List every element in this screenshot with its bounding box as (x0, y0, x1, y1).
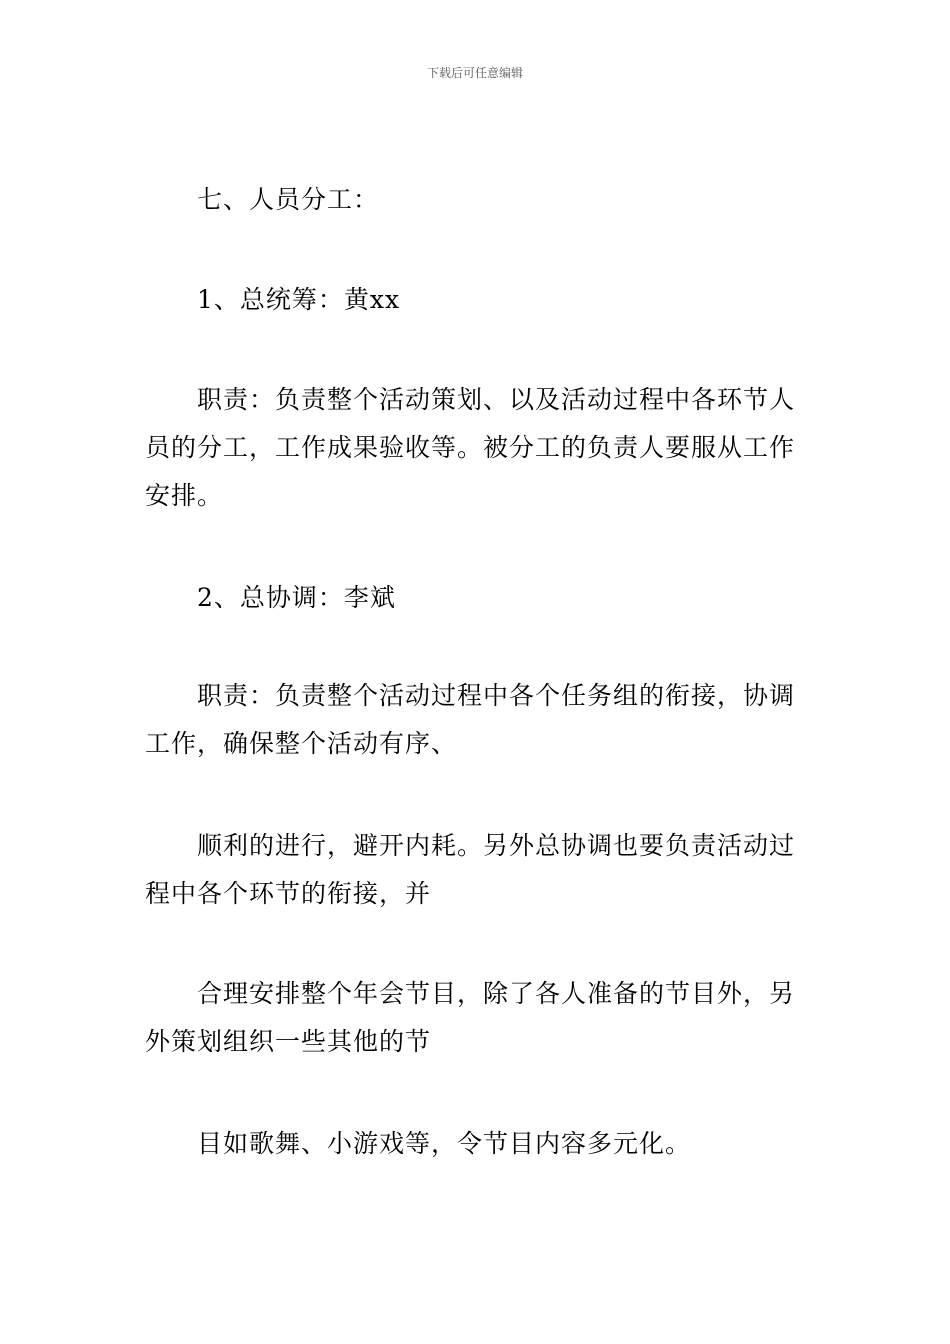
coordinator-duties-continued-1: 顺利的进行，避开内耗。另外总协调也要负责活动过程中各个环节的衔接，并 (145, 831, 796, 908)
role-coordinator-duties: 职责：负责整个活动过程中各个任务组的衔接，协调工作，确保整个活动有序、 (145, 681, 796, 758)
coordinator-duties-continued-2: 合理安排整个年会节目，除了各人准备的节目外，另外策划组织一些其他的节 (145, 979, 796, 1056)
coordinator-duties-continued-3: 目如歌舞、小游戏等，令节目内容多元化。 (197, 1129, 692, 1158)
role-planner-duties: 职责：负责整个活动策划、以及活动过程中各环节人员的分工，工作成果验收等。被分工的负责人要服从工作安排。 (145, 385, 796, 510)
role-overall-planner: 1、总统筹：黄xx (197, 285, 401, 314)
role-overall-coordinator: 2、总协调：李斌 (197, 583, 396, 612)
page-header-note: 下载后可任意编辑 (426, 66, 523, 80)
section-heading: 七、人员分工： (197, 185, 380, 214)
